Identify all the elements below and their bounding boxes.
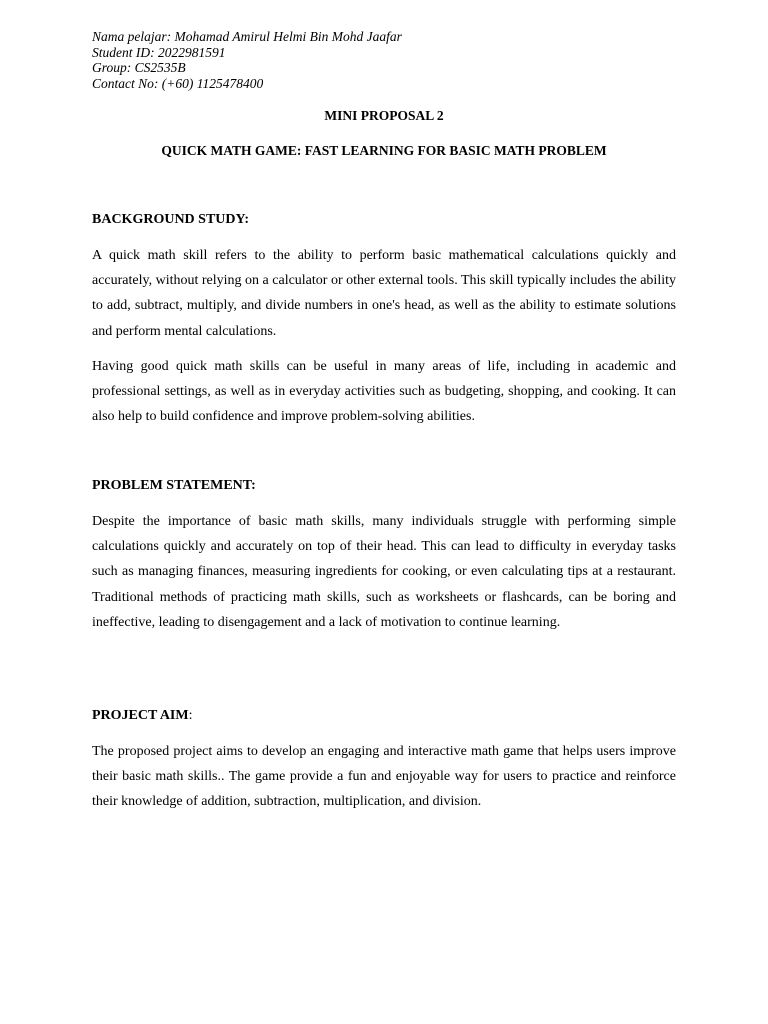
- background-heading: BACKGROUND STUDY:: [92, 212, 250, 227]
- aim-heading-text: PROJECT AIM: [92, 708, 189, 723]
- student-group: Group: CS2535B: [92, 60, 186, 76]
- document-title: QUICK MATH GAME: FAST LEARNING FOR BASIC MATH PROBLEM: [161, 143, 607, 158]
- problem-heading: PROBLEM STATEMENT:: [92, 478, 256, 493]
- aim-heading-colon: :: [188, 708, 193, 723]
- student-id: Student ID: 2022981591: [92, 44, 226, 60]
- document-label: MINI PROPOSAL 2: [324, 108, 444, 123]
- aim-paragraph-1: The proposed project aims to develop an engaging and interactive math game that helps users improve their basic math skills.. The game provide a fun and enjoyable way for users to practice and reinforce their knowledge of addition, subtraction, multiplication, and division.: [92, 744, 676, 810]
- problem-paragraph-1: Despite the importance of basic math skills, many individuals struggle with performing simple calculations quickly and accurately on top of their head. This can lead to difficulty in everyday tasks such as managing finances, measuring ingredients for cooking, or even calculating tips at a restaurant. Traditional methods of practicing math skills, such as worksheets or flashcards, can be boring and ineffective, leading to disengagement and a lack of motivation to continue learning.: [92, 514, 676, 630]
- student-info-block: [92, 29, 402, 91]
- student-contact: Contact No: (+60) 1125478400: [92, 75, 264, 91]
- aim-heading: [92, 708, 192, 724]
- background-paragraph-2: Having good quick math skills can be useful in many areas of life, including in academic and professional settings, as well as in everyday activities such as budgeting, shopping, and cooking. It can also help to build confidence and improve problem-solving abilities.: [92, 359, 676, 425]
- student-name: Nama pelajar: Mohamad Amirul Helmi Bin Mohd Jaafar: [92, 29, 402, 44]
- background-paragraph-1: A quick math skill refers to the ability to perform basic mathematical calculations quickly and accurately, without relying on a calculator or other external tools. This skill typically includes the ability to add, subtract, multiply, and divide numbers in one's head, as well as the ability to estimate solutions and perform mental calculations.: [92, 248, 676, 339]
